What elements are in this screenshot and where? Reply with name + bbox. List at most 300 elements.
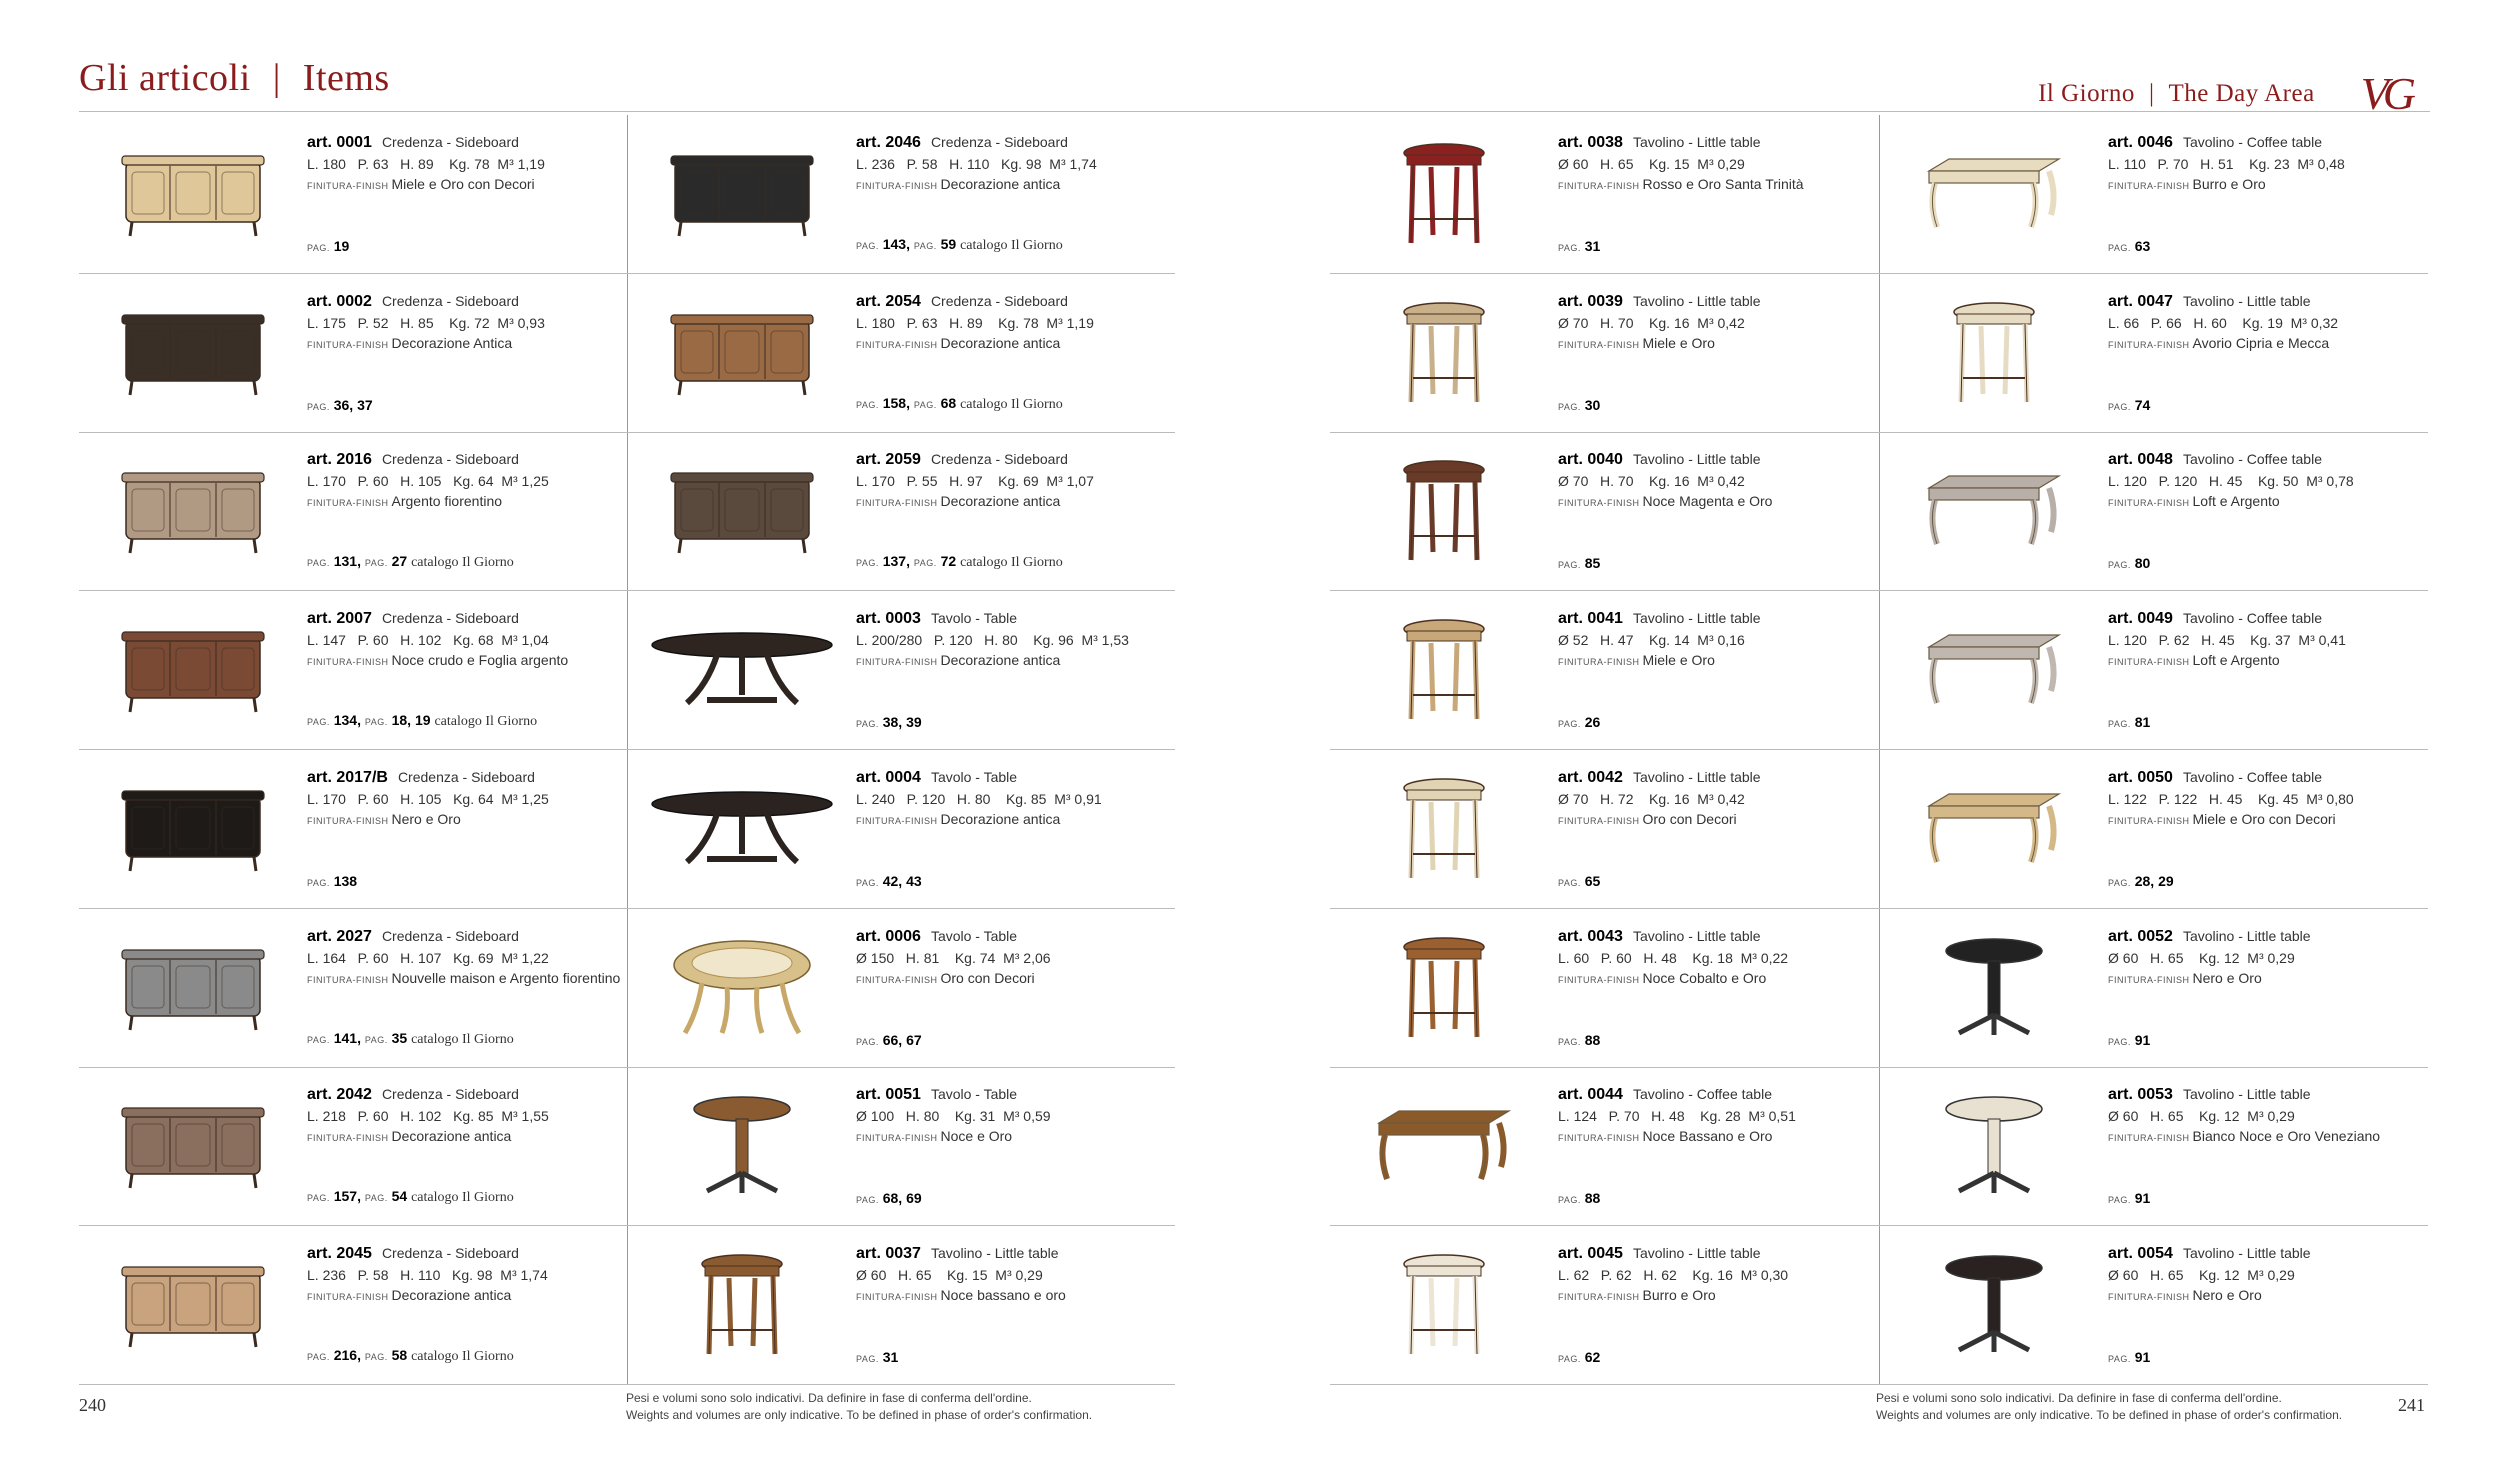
sideboard-icon — [79, 1081, 307, 1211]
sideboard-icon — [628, 446, 856, 576]
item-type: Tavolino - Little table — [1632, 768, 1761, 785]
pag-label: PAG. — [2108, 1036, 2131, 1047]
page-ref: 88 — [1584, 1190, 1601, 1207]
finish-value: Miele e Oro — [1642, 334, 1715, 351]
items-row — [79, 433, 1175, 592]
catalog-ref: catalogo Il Giorno — [960, 237, 1063, 253]
item-pages — [856, 553, 1169, 571]
item-type: Tavolino - Little table — [2182, 1086, 2311, 1103]
sideboard-icon — [79, 288, 307, 418]
item-dimensions: L. 120 P. 120 H. 45 Kg. 50 M³ 0,78 — [2108, 473, 2354, 490]
item-details — [2108, 920, 2428, 1056]
finish-value: Loft e Argento — [2192, 652, 2280, 669]
items-row — [79, 274, 1175, 433]
item-code: art. 2045 — [307, 1245, 372, 1263]
page-ref: 138 — [333, 872, 358, 889]
pag-label: PAG. — [856, 719, 879, 730]
item-heading — [1558, 1086, 1873, 1104]
item-finish — [2108, 493, 2422, 509]
catalog-item — [627, 115, 1175, 273]
catalog-item — [1330, 274, 1879, 432]
page-ref: 216, — [333, 1347, 361, 1364]
item-dimensions: L. 170 P. 60 H. 105 Kg. 64 M³ 1,25 — [307, 790, 549, 807]
brand-logo: VG — [2360, 68, 2410, 119]
item-code: art. 0003 — [856, 610, 921, 628]
item-finish — [2108, 811, 2422, 827]
catalog-item — [1330, 591, 1879, 749]
header-rule — [79, 111, 2430, 112]
footer-note-it: Pesi e volumi sono solo indicativi. Da definire in fase di conferma dell'ordine. — [1876, 1391, 2282, 1405]
items-row — [1330, 591, 2428, 750]
finish-label: FINITURA-FINISH — [1558, 339, 1640, 350]
item-details — [2108, 1078, 2428, 1214]
finish-label: FINITURA-FINISH — [1558, 657, 1640, 668]
item-dimensions: L. 170 P. 60 H. 105 Kg. 64 M³ 1,25 — [307, 473, 549, 490]
item-heading — [1558, 451, 1873, 469]
finish-value: Rosso e Oro Santa Trinità — [1642, 175, 1804, 192]
item-heading — [1558, 928, 1873, 946]
item-heading — [856, 293, 1169, 311]
item-finish — [1558, 970, 1873, 986]
item-details — [307, 1237, 627, 1373]
pag-label: PAG. — [2108, 1195, 2131, 1206]
finish-value: Argento fiorentino — [391, 493, 503, 510]
item-heading — [2108, 928, 2422, 946]
item-heading — [307, 1086, 621, 1104]
item-dimensions: L. 62 P. 62 H. 62 Kg. 16 M³ 0,30 — [1558, 1267, 1789, 1284]
catalog-ref: catalogo Il Giorno — [434, 714, 538, 730]
finish-value: Miele e Oro — [1642, 652, 1715, 669]
item-code: art. 0001 — [307, 133, 372, 151]
item-code: art. 0043 — [1558, 927, 1623, 945]
item-details — [856, 920, 1175, 1056]
item-dimensions: L. 66 P. 66 H. 60 Kg. 19 M³ 0,32 — [2108, 314, 2339, 331]
items-row — [79, 591, 1175, 750]
catalog-item — [79, 1068, 627, 1226]
item-type: Tavolino - Little table — [1632, 292, 1761, 309]
page-ref-2: 18, 19 — [391, 712, 431, 729]
pedestal-table-icon — [1880, 1081, 2108, 1211]
pag-label-2: PAG. — [913, 399, 937, 410]
item-finish — [307, 811, 621, 827]
item-details — [307, 126, 627, 262]
item-finish — [307, 335, 621, 351]
page-ref: 30 — [1584, 396, 1601, 413]
catalog-item — [1879, 591, 2428, 749]
page-ref: 91 — [2134, 1349, 2151, 1366]
item-finish — [856, 652, 1169, 668]
finish-label: FINITURA-FINISH — [307, 657, 389, 668]
item-code: art. 2059 — [856, 451, 921, 469]
item-pages — [1558, 238, 1873, 254]
item-type: Credenza - Sideboard — [381, 133, 519, 150]
items-row — [1330, 274, 2428, 433]
item-code: art. 0052 — [2108, 927, 2173, 945]
finish-value: Nero e Oro — [2192, 1287, 2262, 1304]
catalog-item — [1330, 1068, 1879, 1226]
pedestal-table-icon — [628, 1081, 856, 1211]
item-code: art. 0042 — [1558, 768, 1623, 786]
title-right-it: Il Giorno — [2038, 79, 2135, 107]
finish-value: Oro con Decori — [1642, 810, 1737, 827]
item-details — [2108, 1237, 2428, 1373]
sideboard-icon — [79, 605, 307, 735]
item-details — [2108, 126, 2428, 262]
item-finish — [856, 1287, 1169, 1303]
item-pages — [307, 553, 621, 571]
finish-label: FINITURA-FINISH — [307, 339, 389, 350]
finish-value: Noce e Oro — [940, 1128, 1013, 1145]
item-pages — [2108, 714, 2422, 730]
sideboard-icon — [79, 129, 307, 259]
item-type: Credenza - Sideboard — [381, 451, 519, 468]
item-code: art. 2007 — [307, 610, 372, 628]
side-table-icon — [628, 1240, 856, 1370]
item-type: Tavolino - Little table — [2182, 927, 2311, 944]
catalog-item — [1330, 1226, 1879, 1384]
pag-label: PAG. — [2108, 401, 2131, 412]
page-ref: 63 — [2134, 237, 2151, 254]
page-ref: 91 — [2134, 1190, 2151, 1207]
item-code: art. 0040 — [1558, 451, 1623, 469]
catalog-item — [79, 274, 627, 432]
catalog-ref: catalogo Il Giorno — [411, 1190, 514, 1206]
page-ref: 19 — [333, 237, 350, 254]
item-code: art. 0039 — [1558, 292, 1623, 310]
item-details — [1558, 761, 1879, 897]
item-dimensions: Ø 60 H. 65 Kg. 15 M³ 0,29 — [856, 1267, 1043, 1284]
page-ref: 88 — [1584, 1031, 1601, 1048]
finish-label: FINITURA-FINISH — [2108, 815, 2190, 826]
item-pages — [2108, 397, 2422, 413]
item-finish — [2108, 652, 2422, 668]
item-heading — [307, 451, 621, 469]
item-code: art. 0045 — [1558, 1245, 1623, 1263]
pag-label: PAG. — [856, 240, 879, 251]
item-type: Credenza - Sideboard — [930, 451, 1068, 468]
item-pages — [307, 238, 621, 254]
finish-label: FINITURA-FINISH — [856, 974, 938, 985]
item-pages — [1558, 1032, 1873, 1048]
title-left-it: Gli articoli — [79, 57, 251, 99]
item-heading — [2108, 451, 2422, 469]
item-code: art. 0048 — [2108, 451, 2173, 469]
catalog-item — [1879, 1226, 2428, 1384]
item-type: Tavolino - Little table — [1632, 451, 1761, 468]
pag-label: PAG. — [1558, 242, 1581, 253]
coffee-table-icon — [1330, 1081, 1558, 1211]
pag-label: PAG. — [307, 717, 330, 728]
items-row — [1330, 1068, 2428, 1227]
catalog-item — [627, 591, 1175, 749]
item-details — [2108, 443, 2428, 579]
page-ref: 141, — [333, 1029, 361, 1046]
page-ref: 31 — [882, 1349, 899, 1366]
pag-label: PAG. — [307, 401, 330, 412]
item-dimensions: L. 120 P. 62 H. 45 Kg. 37 M³ 0,41 — [2108, 632, 2346, 649]
item-dimensions: L. 180 P. 63 H. 89 Kg. 78 M³ 1,19 — [856, 314, 1094, 331]
item-pages — [856, 1032, 1169, 1048]
finish-value: Decorazione antica — [940, 652, 1061, 669]
sideboard-icon — [628, 129, 856, 259]
item-heading — [1558, 769, 1873, 787]
items-row — [79, 115, 1175, 274]
page-ref: 157, — [333, 1188, 361, 1205]
catalog-item — [1330, 433, 1879, 591]
pag-label: PAG. — [2108, 242, 2131, 253]
item-code: art. 0041 — [1558, 610, 1623, 628]
item-heading — [307, 928, 621, 946]
item-type: Credenza - Sideboard — [930, 133, 1068, 150]
item-dimensions: L. 110 P. 70 H. 51 Kg. 23 M³ 0,48 — [2108, 155, 2345, 172]
table-icon — [628, 605, 856, 735]
catalog-ref: catalogo Il Giorno — [960, 555, 1063, 571]
side-table-icon — [1330, 605, 1558, 735]
item-finish — [1558, 811, 1873, 827]
item-type: Tavolino - Coffee table — [2182, 768, 2322, 785]
item-code: art. 0004 — [856, 768, 921, 786]
item-details — [307, 761, 627, 897]
pag-label: PAG. — [1558, 401, 1581, 412]
item-heading — [2108, 1245, 2422, 1263]
finish-label: FINITURA-FINISH — [1558, 1133, 1640, 1144]
pedestal-table-icon — [1880, 923, 2108, 1053]
pag-label: PAG. — [856, 558, 879, 569]
item-pages — [856, 236, 1169, 254]
item-code: art. 0037 — [856, 1245, 921, 1263]
finish-value: Miele e Oro con Decori — [391, 175, 535, 192]
title-left-en: Items — [302, 57, 390, 99]
catalog-item — [1879, 274, 2428, 432]
side-table-icon — [1880, 288, 2108, 418]
catalog-item — [79, 909, 627, 1067]
item-code: art. 0046 — [2108, 133, 2173, 151]
item-code: art. 2054 — [856, 292, 921, 310]
item-heading — [2108, 1086, 2422, 1104]
page-ref-2: 68 — [940, 394, 957, 411]
finish-value: Nero e Oro — [391, 810, 461, 827]
item-dimensions: Ø 60 H. 65 Kg. 12 M³ 0,29 — [2108, 949, 2295, 966]
pedestal-table-icon — [1880, 1240, 2108, 1370]
item-type: Tavolino - Little table — [2182, 1245, 2311, 1262]
title-left-separator: | — [272, 57, 281, 99]
catalog-item — [1330, 909, 1879, 1067]
page-ref-2: 72 — [940, 553, 957, 570]
item-pages — [307, 1030, 621, 1048]
page-ref: 31 — [1584, 237, 1601, 254]
pag-label: PAG. — [2108, 1354, 2131, 1365]
items-row — [1330, 115, 2428, 274]
item-type: Tavolino - Little table — [930, 1245, 1059, 1262]
finish-label: FINITURA-FINISH — [2108, 498, 2190, 509]
item-type: Credenza - Sideboard — [381, 1245, 519, 1262]
item-finish — [856, 1128, 1169, 1144]
item-heading — [307, 610, 621, 628]
page-ref: 80 — [2134, 555, 2151, 572]
item-type: Tavolino - Coffee table — [2182, 133, 2322, 150]
finish-label: FINITURA-FINISH — [307, 498, 389, 509]
item-heading — [307, 134, 621, 152]
finish-value: Noce Bassano e Oro — [1642, 1128, 1773, 1145]
item-type: Tavolino - Little table — [2182, 292, 2311, 309]
finish-value: Bianco Noce e Oro Veneziano — [2192, 1128, 2381, 1145]
pag-label-2: PAG. — [913, 240, 937, 251]
finish-value: Loft e Argento — [2192, 493, 2280, 510]
item-heading — [2108, 134, 2422, 152]
item-pages — [1558, 1349, 1873, 1365]
item-dimensions: Ø 70 H. 70 Kg. 16 M³ 0,42 — [1558, 473, 1745, 490]
item-type: Tavolino - Little table — [1632, 133, 1761, 150]
item-finish — [1558, 176, 1873, 192]
footer-note-it: Pesi e volumi sono solo indicativi. Da definire in fase di conferma dell'ordine. — [626, 1391, 1032, 1405]
finish-value: Noce bassano e oro — [940, 1287, 1066, 1304]
item-code: art. 0049 — [2108, 610, 2173, 628]
page-ref: 137, — [882, 553, 910, 570]
finish-label: FINITURA-FINISH — [856, 339, 938, 350]
side-table-icon — [1330, 129, 1558, 259]
finish-label: FINITURA-FINISH — [1558, 180, 1640, 191]
item-details — [856, 602, 1175, 738]
sideboard-icon — [79, 1240, 307, 1370]
finish-label: FINITURA-FINISH — [2108, 339, 2190, 350]
catalog-ref: catalogo Il Giorno — [411, 1031, 514, 1047]
finish-label: FINITURA-FINISH — [2108, 1292, 2190, 1303]
item-heading — [856, 451, 1169, 469]
page-ref: 143, — [882, 235, 910, 252]
catalog-item — [1879, 1068, 2428, 1226]
page-ref-2: 54 — [391, 1188, 408, 1205]
pag-label: PAG. — [1558, 1354, 1581, 1365]
page-ref-2: 58 — [391, 1347, 408, 1364]
catalog-item — [627, 1226, 1175, 1384]
item-heading — [856, 134, 1169, 152]
pag-label: PAG. — [307, 1034, 330, 1045]
catalog-item — [1879, 115, 2428, 273]
item-heading — [856, 1086, 1169, 1104]
item-heading — [307, 1245, 621, 1263]
finish-value: Decorazione Antica — [391, 334, 513, 351]
item-finish — [307, 970, 621, 986]
item-pages — [307, 873, 621, 889]
item-details — [2108, 602, 2428, 738]
item-pages — [1558, 714, 1873, 730]
item-heading — [856, 769, 1169, 787]
item-pages — [2108, 1190, 2422, 1206]
side-table-icon — [1330, 288, 1558, 418]
page-number-right: 241 — [2398, 1395, 2425, 1415]
item-finish — [2108, 1128, 2422, 1144]
page-ref: 62 — [1584, 1349, 1601, 1366]
item-heading — [1558, 1245, 1873, 1263]
finish-value: Burro e Oro — [2192, 175, 2266, 192]
items-row — [79, 1226, 1175, 1385]
item-finish — [307, 176, 621, 192]
pag-label: PAG. — [1558, 560, 1581, 571]
item-details — [2108, 285, 2428, 421]
finish-value: Decorazione antica — [940, 175, 1061, 192]
page-ref: 74 — [2134, 396, 2151, 413]
item-dimensions: L. 180 P. 63 H. 89 Kg. 78 M³ 1,19 — [307, 155, 545, 172]
pag-label: PAG. — [307, 558, 330, 569]
pag-label-2: PAG. — [364, 1193, 388, 1204]
pag-label: PAG. — [856, 399, 879, 410]
finish-label: FINITURA-FINISH — [856, 815, 938, 826]
item-details — [307, 602, 627, 738]
item-heading — [2108, 769, 2422, 787]
footer-note-en: Weights and volumes are only indicative. To be defined in phase of order's confirmation. — [626, 1408, 1093, 1422]
finish-label: FINITURA-FINISH — [307, 1133, 389, 1144]
item-heading — [856, 928, 1169, 946]
item-type: Tavolo - Table — [930, 1086, 1018, 1103]
item-pages — [307, 1188, 621, 1206]
item-heading — [307, 293, 621, 311]
item-type: Tavolino - Little table — [1632, 927, 1761, 944]
table-icon — [628, 764, 856, 894]
page-ref: 81 — [2134, 714, 2151, 731]
item-pages — [2108, 238, 2422, 254]
item-dimensions: L. 124 P. 70 H. 48 Kg. 28 M³ 0,51 — [1558, 1108, 1796, 1125]
catalog-item — [79, 1226, 627, 1384]
item-code: art. 0047 — [2108, 292, 2173, 310]
finish-label: FINITURA-FINISH — [307, 974, 389, 985]
page-ref: 68, 69 — [882, 1190, 922, 1207]
item-dimensions: L. 218 P. 60 H. 102 Kg. 85 M³ 1,55 — [307, 1108, 549, 1125]
catalog-item — [79, 115, 627, 273]
items-row — [1330, 909, 2428, 1068]
item-heading — [1558, 293, 1873, 311]
item-dimensions: L. 147 P. 60 H. 102 Kg. 68 M³ 1,04 — [307, 632, 549, 649]
finish-value: Miele e Oro con Decori — [2192, 810, 2336, 827]
item-code: art. 0038 — [1558, 133, 1623, 151]
finish-label: FINITURA-FINISH — [856, 1133, 938, 1144]
item-type: Tavolino - Little table — [1632, 610, 1761, 627]
pag-label-2: PAG. — [364, 1034, 388, 1045]
finish-label: FINITURA-FINISH — [2108, 180, 2190, 191]
finish-value: Decorazione antica — [940, 334, 1061, 351]
page-ref: 38, 39 — [882, 714, 922, 731]
item-details — [856, 1078, 1175, 1214]
item-finish — [1558, 335, 1873, 351]
finish-label: FINITURA-FINISH — [856, 1292, 938, 1303]
finish-value: Noce Cobalto e Oro — [1642, 969, 1767, 986]
item-dimensions: Ø 60 H. 65 Kg. 12 M³ 0,29 — [2108, 1108, 2295, 1125]
catalog-item — [627, 909, 1175, 1067]
page-title-right — [2038, 67, 2410, 120]
item-code: art. 0044 — [1558, 1086, 1623, 1104]
items-row — [1330, 1226, 2428, 1385]
pag-label: PAG. — [1558, 1036, 1581, 1047]
item-finish — [856, 811, 1169, 827]
finish-label: FINITURA-FINISH — [856, 498, 938, 509]
item-dimensions: L. 236 P. 58 H. 110 Kg. 98 M³ 1,74 — [307, 1267, 548, 1284]
item-type: Tavolo - Table — [930, 927, 1018, 944]
pag-label-2: PAG. — [913, 558, 937, 569]
page-ref: 131, — [333, 553, 361, 570]
page-ref: 134, — [333, 712, 361, 729]
item-pages — [856, 1190, 1169, 1206]
page-ref-2: 35 — [391, 1029, 408, 1046]
catalog-item — [627, 750, 1175, 908]
pag-label: PAG. — [856, 1354, 879, 1365]
coffee-table-icon — [1880, 129, 2108, 259]
page-ref-2: 27 — [391, 553, 408, 570]
item-heading — [2108, 293, 2422, 311]
catalog-item — [1330, 750, 1879, 908]
item-details — [307, 285, 627, 421]
item-heading — [856, 610, 1169, 628]
pag-label: PAG. — [307, 242, 330, 253]
item-details — [856, 761, 1175, 897]
